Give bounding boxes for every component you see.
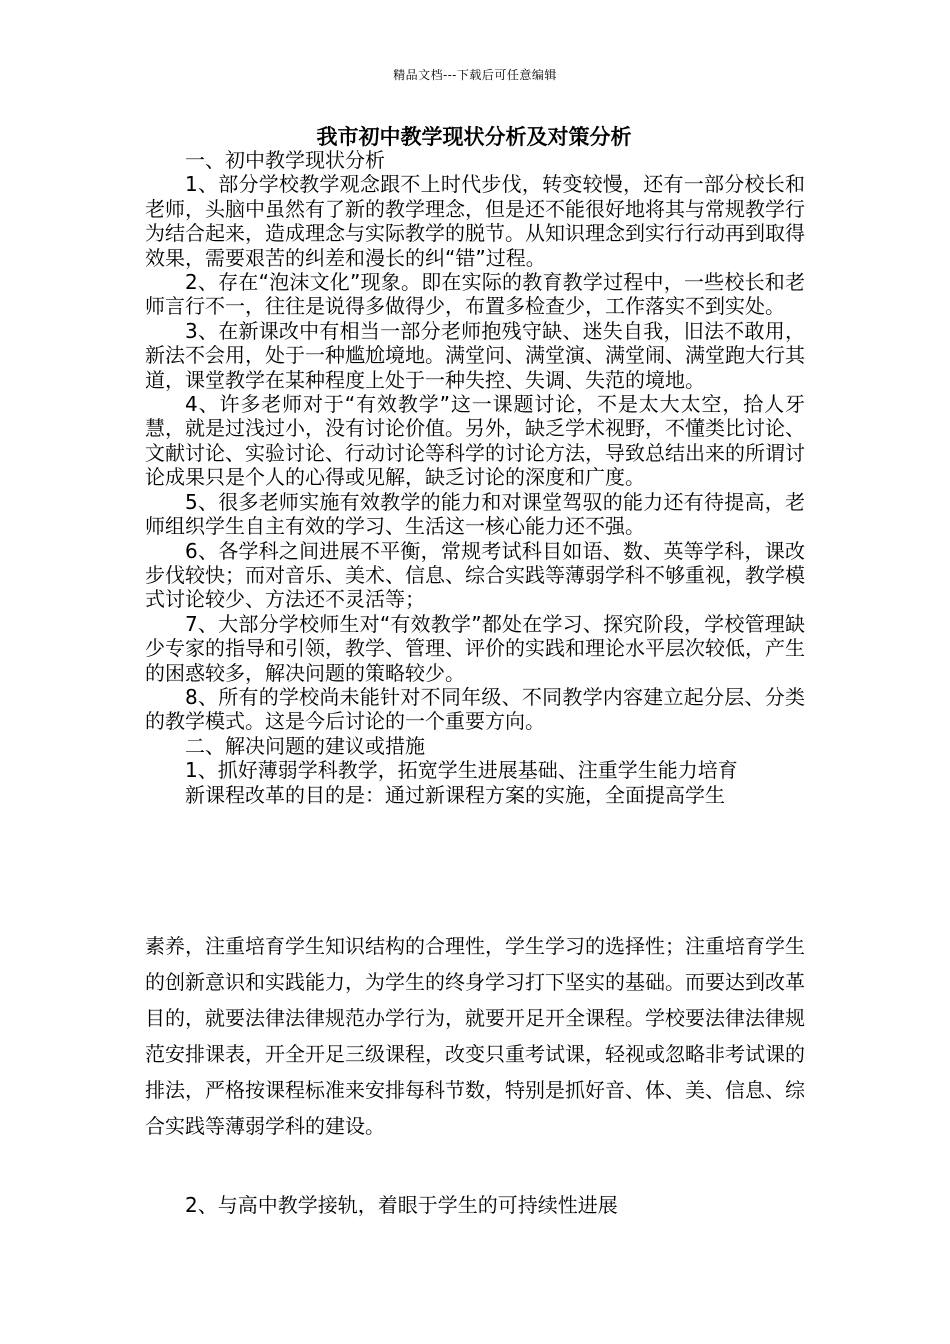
paragraph: 2、存在“泡沫文化”现象。即在实际的教育教学过程中，一些校长和老师言行不一，往往是说得多做得少，布置多检查少，工作落实不到实处。 [145,270,805,319]
document-body [145,148,805,810]
paragraph: 3、在新课改中有相当一部分老师抱残守缺、迷失自我，旧法不敢用，新法不会用，处于一种尴尬境地。满堂问、满堂演、满堂闹、满堂跑大行其道，课堂教学在某种程度上处于一种失控、失调、失范的境地。 [145,318,805,392]
last-section [145,1190,805,1220]
paragraph-continuation: 素养，注重培育学生知识结构的合理性，学生学习的选择性；注重培育学生的创新意识和实践能力，为学生的终身学习打下坚实的基础。而要达到改革目的，就要法律法律规范办学行为，就要开足开全课程。学校要法律法律规范安排课表，开全开足三级课程，改变只重考试课，轻视或忽略非考试课的排法，严格按课程标准来安排每科节数，特别是抓好音、体、美、信息、综合实践等薄弱学科的建设。 [145,934,805,1138]
section-heading: 一、初中教学现状分析 [185,148,385,172]
header-note: 精品文档---下载后可任意编辑 [393,68,557,82]
paragraph: 5、很多老师实施有效教学的能力和对课堂驾驭的能力还有待提高，老师组织学生自主有效的学习、生活这一核心能力还不强。 [145,489,805,539]
paragraph: 7、大部分学校师生对“有效教学”都处在学习、探究阶段，学校管理缺少专家的指导和引领，教学、管理、评价的实践和理论水平层次较低，产生的困惑较多，解决问题的策略较少。 [145,611,805,685]
paragraph: 1、部分学校教学观念跟不上时代步伐，转变较慢，还有一部分校长和老师，头脑中虽然有了新的教学理念，但是还不能很好地将其与常规教学行为结合起来，造成理念与实际教学的脱节。从知识理念到实行行动再到取得效果，需要艰苦的纠差和漫长的纠“错”过程。 [145,172,805,270]
subsection-title: 2、与高中教学接轨，着眼于学生的可持续性进展 [185,1193,618,1217]
paragraph-first-line: 新课程改革的目的是：通过新课程方案的实施，全面提高学生 [185,782,725,807]
loose-paragraph [145,928,805,1144]
page-title: 我市初中教学现状分析及对策分析 [316,124,632,149]
paragraph: 6、各学科之间进展不平衡，常规考试科目如语、数、英等学科，课改步伐较快；而对音乐、美术、信息、综合实践等薄弱学科不够重视，教学模式讨论较少、方法还不灵活等； [145,538,805,612]
paragraph: 8、所有的学校尚未能针对不同年级、不同教学内容建立起分层、分类的教学模式。这是今后讨论的一个重要方向。 [145,684,805,734]
subsection-title: 1、抓好薄弱学科教学，拓宽学生进展基础、注重学生能力培育 [185,758,738,783]
paragraph: 4、许多老师对于“有效教学”这一课题讨论，不是太大太空，拾人牙慧，就是过浅过小，没有讨论价值。另外，缺乏学术视野，不懂类比讨论、文献讨论、实验讨论、行动讨论等科学的讨论方法，导致总结出来的所谓讨论成果只是个人的心得或见解，缺乏讨论的深度和广度。 [145,392,805,490]
section-heading: 二、解决问题的建议或措施 [185,733,425,758]
